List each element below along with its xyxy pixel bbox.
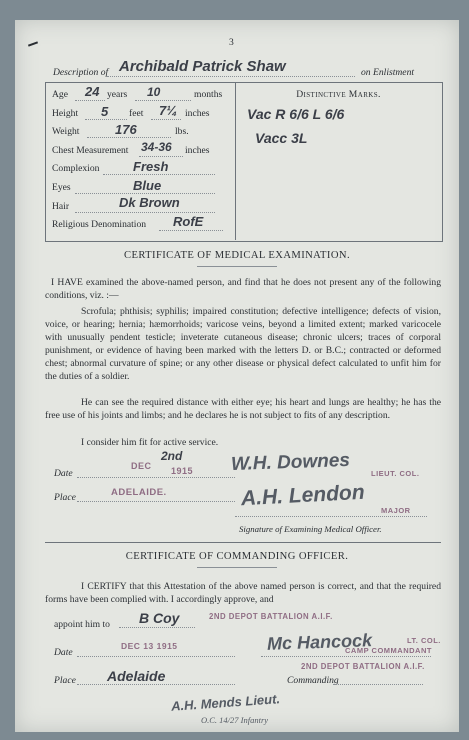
commanding-rank-stamp-2: CAMP COMMANDANT [345,646,432,655]
age-label: Age [52,89,68,100]
height-label: Height [52,108,79,119]
weight-unit: lbs. [175,126,189,137]
commanding-para-1: I CERTIFY that this Attestation of the above named person is correct, and that the required forms have been complied with. I accordingly approve, and [45,581,441,605]
appoint-label: appoint him to [54,619,110,630]
commanding-date-stamp: DEC 13 1915 [121,641,178,651]
distinctive-marks-title: Distinctive Marks. [296,89,381,100]
medical-para-4: I consider him fit for active service. [81,437,219,448]
battalion-stamp-2: 2ND DEPOT BATTALION A.I.F. [301,662,425,671]
battalion-stamp-1: 2ND DEPOT BATTALION A.I.F. [209,612,333,621]
attestation-page [15,20,459,732]
distinctive-marks-line-2: Vacc 3L [255,130,308,146]
age-months-unit: months [194,89,223,100]
commanding-rank-stamp-1: LT. COL. [407,636,441,645]
footer-note: O.C. 14/27 Infantry [201,715,269,725]
commanding-cert-title: CERTIFICATE OF COMMANDING OFFICER. [125,551,349,562]
religion-value: RofE [173,214,204,229]
chest-value: 34-36 [141,140,172,154]
age-years-value: 24 [85,84,100,99]
medical-cert-title: CERTIFICATE OF MEDICAL EXAMINATION. [123,250,350,261]
age-years-unit: years [107,89,128,100]
height-feet-unit: feet [129,108,144,119]
medical-date-day: 2nd [161,449,183,463]
hair-value: Dk Brown [119,195,180,210]
medical-para-1: I HAVE examined the above-named person, and find that he does not present any of the following conditions, viz. :— [45,277,441,301]
medical-date-label: Date [54,468,73,479]
commanding-date-label: Date [54,647,73,658]
page-number: 3 [229,37,234,48]
medical-para-3: He can see the required distance with either eye; his heart and lungs are healthy; he has the free use of his joints and limbs; and he declares he is not subject to fits of any description. [45,397,441,421]
eyes-label: Eyes [52,182,71,193]
religion-label: Religious Denomination [52,219,147,230]
commanding-place-label: Place [54,675,76,686]
medical-signature-1: W.H. Downes [230,449,351,476]
chest-unit: inches [185,145,210,156]
description-line [107,76,355,77]
height-feet-value: 5 [101,104,109,119]
appoint-value: B Coy [139,610,180,626]
footer-signature: A.H. Mends Lieut. [170,691,281,714]
medical-rank-stamp-1: LIEUT. COL. [371,469,420,478]
medical-para-2: Scrofula; phthisis; syphilis; impaired constitution; defective intelligence; defects of vision, voice, or hearing; hernia; hæmorrhoids; varicose veins, beyond a limited extent; marked varicocele with unusually pendent testicle; inveterate cutaneous disease; chronic ulcers; traces of corporal punishment, or evidence of having been marked with the letters D. or B.C.; contracted or deformed chest; abnormal curvature of spine; or any other disease or physical defect calculated to unfit him for the duties of a soldier. [45,306,441,382]
medical-date-stamp: DEC [131,461,152,471]
description-label: Description of [53,67,109,78]
medical-place-stamp: ADELAIDE. [111,487,167,498]
enlistment-label: on Enlistment [361,67,415,78]
commanding-place-value: Adelaide [107,668,166,684]
hair-label: Hair [52,201,70,212]
age-months-value: 10 [147,85,161,99]
medical-signature-2: A.H. Lendon [240,480,366,511]
enlistee-name: Archibald Patrick Shaw [119,58,286,75]
commanding-signature: Mc Hancock [266,630,373,654]
weight-label: Weight [52,126,80,137]
chest-label: Chest Measurement [52,145,129,156]
weight-value: 176 [115,122,137,137]
height-inches-value: 7¼ [159,103,178,118]
medical-place-label: Place [54,492,76,503]
commanding-label: Commanding [287,675,339,686]
eyes-value: Blue [133,178,162,193]
distinctive-marks-line-1: Vac R 6/6 L 6/6 [247,106,345,122]
table-divider [235,82,236,240]
medical-date-year: 1915 [171,466,194,476]
complexion-value: Fresh [133,159,169,174]
medical-rank-stamp-2: MAJOR [381,506,411,515]
section-divider [45,542,441,543]
medical-signature-caption: Signature of Examining Medical Officer. [239,524,382,534]
complexion-label: Complexion [52,163,100,174]
height-inches-unit: inches [185,108,210,119]
